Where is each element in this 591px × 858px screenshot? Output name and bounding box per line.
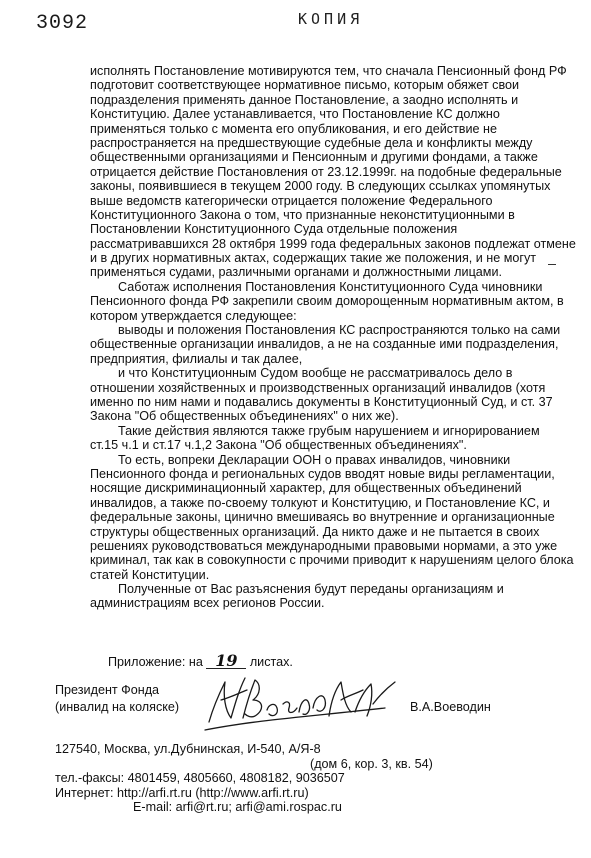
body-line: Такие действия являются также грубым нарушением и игнорированием: [90, 423, 540, 438]
body-line: Пенсионного фонда и региональных судов вводят новые виды регламентации,: [90, 466, 555, 481]
body-line: законы, появившиеся в текущем 2000 году. В следующих ссылках упомянутых: [90, 179, 551, 194]
body-line: общественными организациями и Пенсионным и другими фондами, а также: [90, 150, 538, 165]
body-line: Закона "Об общественных объединениях" о них же).: [90, 409, 399, 424]
body-line: выводы и положения Постановления КС распространяются только на сами: [90, 323, 561, 338]
handwritten-signature: [195, 660, 405, 740]
body-line: и что Конституционным Судом вообще не рассматривалось дело в: [90, 366, 513, 381]
sender-address-block: [55, 742, 433, 815]
email-line: E-mail: arfi@rt.ru; arfi@ami.rospac.ru: [133, 800, 342, 815]
margin-dash-mark: [548, 264, 556, 265]
copy-stamp: КОПИЯ: [298, 10, 364, 28]
body-line: отношении хозяйственных и производственных организаций инвалидов (хотя: [90, 380, 546, 395]
body-line: носящие дискриминационный характер, для общественных объединений: [90, 481, 522, 496]
body-line: Полученные от Вас разъяснения будут переданы организациям и: [90, 582, 504, 597]
body-line: Конституцию. Далее устанавливается, что Постановление КС должно: [90, 107, 500, 122]
body-line: структуры общественных организаций. Да никто даже и не пытается в своих: [90, 524, 540, 539]
body-line: и в других нормативных актах, содержащих такие же положения, и не могут: [90, 251, 537, 266]
body-line: подразделения применять данное Постановление, а заодно исполнять и: [90, 92, 519, 107]
address-line: (дом 6, кор. 3, кв. 54): [310, 756, 433, 771]
attachment-suffix: листах.: [246, 655, 293, 669]
internet-line: Интернет: http://arfi.rt.ru (http://www.arfi.rt.ru): [55, 785, 309, 800]
body-line: Пенсионного фонда РФ закрепили своим доморощенным нормативным актом, в: [90, 294, 564, 309]
body-line: применяться только с момента его опубликования, и его действие не: [90, 121, 497, 136]
signer-title-line: Президент Фонда: [55, 683, 160, 697]
attachment-prefix: Приложение: на: [108, 655, 207, 669]
letter-body: [90, 64, 578, 611]
signer-name: В.А.Воеводин: [410, 700, 491, 714]
body-line: инвалидов, а также по-своему толкуют и Конституцию, и Постановление КС, и: [90, 495, 550, 510]
body-line: криминал, так как в совокупности с прочими приводит к нарушениям целого блока: [90, 553, 574, 568]
body-line: общественные организации инвалидов, а не на созданные ими подразделения,: [90, 337, 559, 352]
body-line: котором утверждается следующее:: [90, 308, 297, 323]
body-line: именно по ним нами и подавались документы в Конституционный Суд, и ст. 37: [90, 394, 553, 409]
body-line: подготовит соответствующее нормативное письмо, которым обяжет свои: [90, 78, 520, 93]
body-line: применяться судами, различными органами и должностными лицами.: [90, 265, 502, 280]
body-line: администрациям всех регионов России.: [90, 596, 325, 611]
body-line: отрицается действие Постановления от 23.12.1999г. на подобные федеральные: [90, 164, 562, 179]
body-line: статей Конституции.: [90, 567, 210, 582]
signer-title: [55, 682, 179, 716]
body-line: Саботаж исполнения Постановления Конституционного Суда чиновники: [90, 279, 543, 294]
body-line: предприятия, филиалы и так далее,: [90, 351, 303, 366]
body-line: исполнять Постановление мотивируются тем, что сначала Пенсионный фонд РФ: [90, 64, 567, 78]
signer-title-line: (инвалид на коляске): [55, 700, 180, 714]
phone-fax-line: тел.-факсы: 4801459, 4805660, 4808182, 9036507: [55, 771, 345, 786]
registration-number-stamp: 3092: [36, 12, 89, 35]
body-line: Постановлении Конституционного Суда отдельные положения: [90, 222, 458, 237]
body-line: рассматривавшихся 28 октября 1999 года федеральных законов подлежат отмене: [90, 236, 576, 251]
body-line: распространяется на предшествующие судебные дела и конфликты между: [90, 135, 533, 150]
attachment-page-count: 19: [206, 654, 246, 669]
body-line: решениях руководствоваться международными правовыми нормами, а это уже: [90, 538, 558, 553]
address-line: 127540, Москва, ул.Дубнинская, И-540, А/Я-8: [55, 742, 321, 756]
body-line: федеральные законы, цинично вмешиваясь во внутренние и организационные: [90, 510, 555, 525]
body-line: ст.15 ч.1 и ст.17 ч.1,2 Закона "Об общественных объединениях".: [90, 438, 467, 453]
body-line: Конституционного Закона о том, что признанные неконституционными в: [90, 207, 515, 222]
body-line: выше ведомств категорически отрицается положение Федерального: [90, 193, 493, 208]
body-line: То есть, вопреки Декларации ООН о правах инвалидов, чиновники: [90, 452, 511, 467]
